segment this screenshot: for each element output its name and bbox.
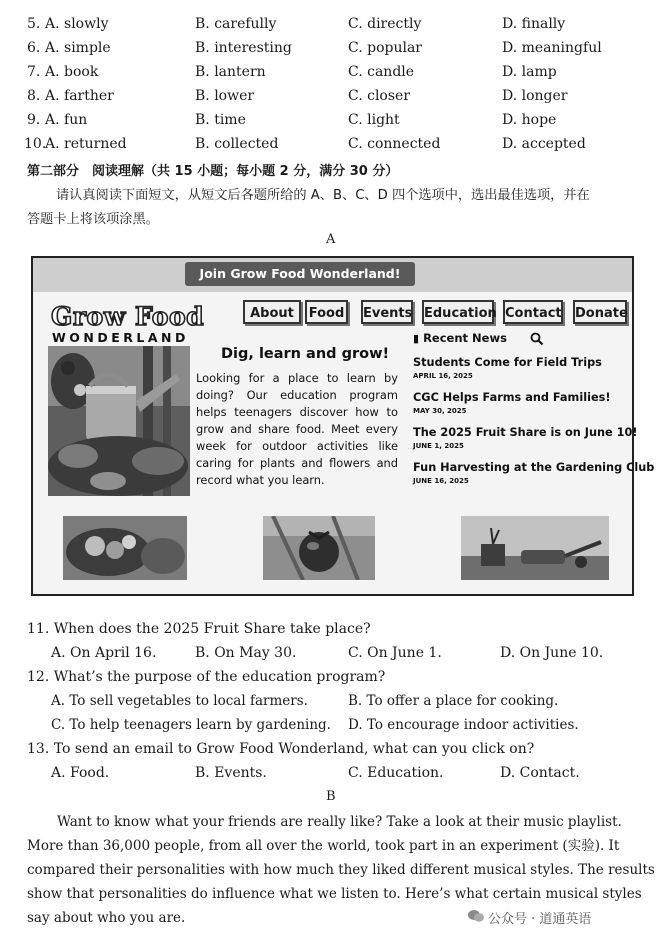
passage-b-line: Want to know what your friends are really like? Take a look at their music playlist.	[57, 814, 622, 830]
option-d: D. Contact.	[500, 765, 580, 781]
option-c: C. To help teenagers learn by gardening.	[51, 717, 331, 733]
nav-events[interactable]: Events	[361, 300, 413, 324]
vocab-number: 7.	[27, 64, 41, 80]
vocab-option-c: C. light	[348, 112, 400, 128]
passage-b-line: compared their personalities with how much they liked different musical styles. The results	[27, 862, 655, 878]
option-d: D. To encourage indoor activities.	[348, 717, 579, 733]
option-b: B. To offer a place for cooking.	[348, 693, 559, 709]
vocab-number: 9.	[27, 112, 41, 128]
vocab-option-d: D. longer	[502, 88, 568, 104]
vocab-option-d: D. finally	[502, 16, 566, 32]
instructions-line-2: 答题卡上将该项涂黑。	[27, 212, 159, 227]
vocab-option-b: B. lower	[195, 88, 255, 104]
vocab-option-a: A. farther	[45, 88, 114, 104]
vocab-option-a: A. returned	[45, 136, 127, 152]
news-item-date: APRIL 16, 2025	[413, 372, 473, 380]
search-icon[interactable]	[530, 331, 544, 350]
news-item-title[interactable]: Students Come for Field Trips	[413, 356, 602, 369]
vocab-option-a: A. slowly	[45, 16, 109, 32]
watermark	[462, 905, 650, 927]
option-c: C. On June 1.	[348, 645, 442, 661]
passage-b-line: More than 36,000 people, from all over the world, took part in an experiment (实验). It	[27, 838, 620, 854]
vocab-option-c: C. connected	[348, 136, 441, 152]
news-item-date: MAY 30, 2025	[413, 407, 467, 415]
vocab-option-d: D. lamp	[502, 64, 557, 80]
tomato-photo	[263, 516, 375, 580]
headline: Dig, learn and grow!	[221, 346, 390, 362]
vocab-option-c: C. closer	[348, 88, 411, 104]
watermark-text: 公众号 · 道通英语	[488, 912, 592, 927]
vocab-option-d: D. accepted	[502, 136, 586, 152]
grow-food-webpage	[31, 256, 655, 596]
question-stem: 12. What’s the purpose of the education program?	[27, 669, 386, 685]
vocab-option-c: C. directly	[348, 16, 422, 32]
option-c: C. Education.	[348, 765, 444, 781]
option-d: D. On June 10.	[500, 645, 604, 661]
recent-news-title: Recent News	[423, 331, 507, 345]
nav-food[interactable]: Food	[305, 300, 348, 324]
vocab-option-a: A. simple	[45, 40, 111, 56]
option-a: A. Food.	[51, 765, 110, 781]
option-a: A. To sell vegetables to local farmers.	[51, 693, 308, 709]
question-stem: 13. To send an email to Grow Food Wonderland, what can you click on?	[27, 741, 535, 757]
news-item-title[interactable]: The 2025 Fruit Share is on June 10!	[413, 426, 638, 439]
vocab-option-b: B. time	[195, 112, 246, 128]
section-heading: 第二部分 阅读理解（共 15 小题；每小题 2 分，满分 30 分）	[27, 164, 399, 179]
passage-b-line: say about who you are.	[27, 910, 186, 926]
passage-b-line: show that personalities do influence what we listen to. Here’s what certain musical styles	[27, 886, 642, 902]
passage-b-label: B	[326, 789, 336, 804]
option-b: B. On May 30.	[195, 645, 297, 661]
top-bar	[33, 258, 632, 292]
garden-tools-photo	[461, 516, 609, 580]
vocab-number: 8.	[27, 88, 41, 104]
vocab-option-b: B. lantern	[195, 64, 266, 80]
logo-title: Grow Food	[51, 302, 205, 331]
vocab-option-d: D. meaningful	[502, 40, 602, 56]
vocab-number: 6.	[27, 40, 41, 56]
nav-donate[interactable]: Donate	[573, 300, 627, 324]
recent-news-header	[413, 331, 507, 345]
join-banner[interactable]: Join Grow Food Wonderland!	[185, 262, 415, 286]
news-document-icon: ▮	[413, 332, 420, 345]
passage-a-label: A	[326, 232, 336, 247]
instructions-line-1: 请认真阅读下面短文，从短文后各题所给的 A、B、C、D 四个选项中，选出最佳选项，并在	[56, 188, 590, 203]
vegetable-basket-photo	[63, 516, 187, 580]
nav-about[interactable]: About	[243, 300, 301, 324]
logo-subtitle: WONDERLAND	[52, 330, 189, 345]
vocab-option-d: D. hope	[502, 112, 557, 128]
vocab-option-c: C. popular	[348, 40, 422, 56]
vocab-option-b: B. collected	[195, 136, 279, 152]
nav-contact[interactable]: Contact	[503, 300, 563, 324]
vocab-number: 10.	[24, 136, 47, 152]
education-blurb: Looking for a place to learn by doing? Our education program helps teenagers discover how to grow and share food. Meet every week for outdoor activities like caring for plants and flowers and record what you learn.	[196, 371, 398, 487]
news-item-title[interactable]: CGC Helps Farms and Families!	[413, 391, 611, 404]
nav-education[interactable]: Education	[422, 300, 494, 324]
vocab-option-b: B. interesting	[195, 40, 292, 56]
option-a: A. On April 16.	[51, 645, 157, 661]
garden-photo	[48, 346, 190, 496]
news-item-date: JUNE 1, 2025	[413, 442, 464, 450]
news-item-title[interactable]: Fun Harvesting at the Gardening Club	[413, 461, 655, 474]
vocab-option-a: A. book	[45, 64, 99, 80]
vocab-option-a: A. fun	[45, 112, 88, 128]
news-item-date: JUNE 16, 2025	[413, 477, 469, 485]
vocab-number: 5.	[27, 16, 41, 32]
wechat-icon	[468, 908, 484, 927]
option-b: B. Events.	[195, 765, 267, 781]
question-stem: 11. When does the 2025 Fruit Share take place?	[27, 621, 371, 637]
vocab-option-c: C. candle	[348, 64, 415, 80]
vocab-option-b: B. carefully	[195, 16, 277, 32]
